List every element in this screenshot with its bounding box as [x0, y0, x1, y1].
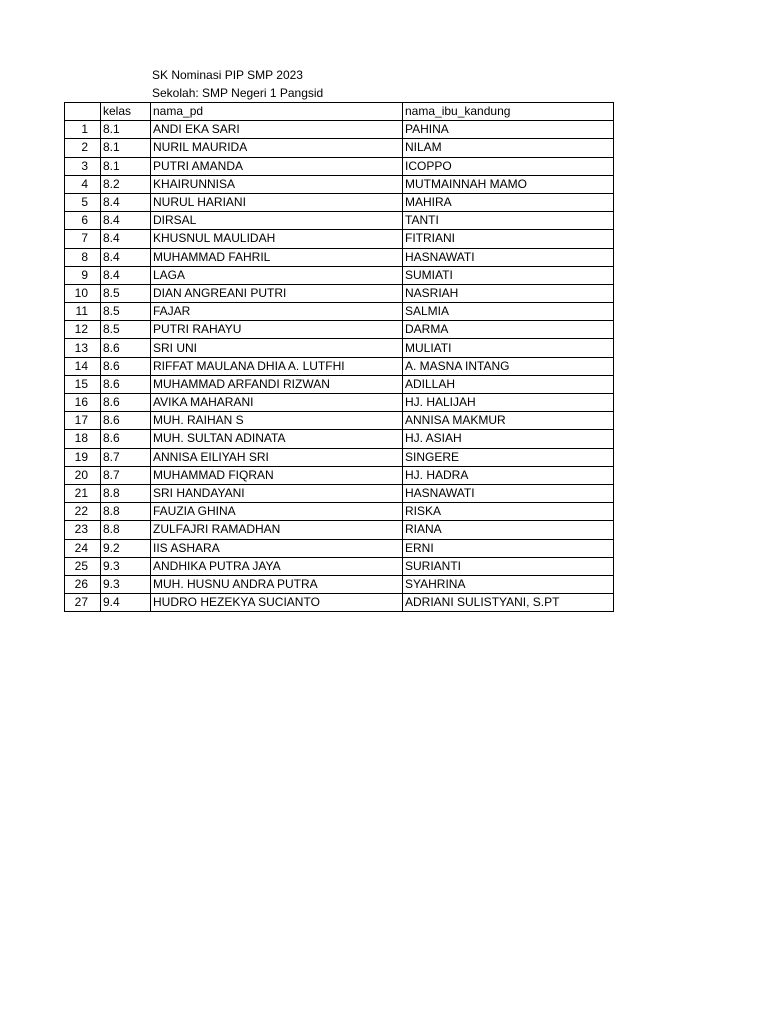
cell-kelas: 9.3 — [101, 557, 151, 575]
table-row — [65, 412, 614, 430]
cell-nama-ibu-kandung: SUMIATI — [403, 266, 614, 284]
row-number: 4 — [65, 175, 101, 193]
table-row — [65, 339, 614, 357]
row-number: 27 — [65, 594, 101, 612]
column-header-nama-pd: nama_pd — [151, 103, 403, 121]
table-row — [65, 284, 614, 302]
cell-kelas: 8.4 — [101, 230, 151, 248]
cell-kelas: 8.6 — [101, 375, 151, 393]
cell-nama-pd: KHAIRUNNISA — [151, 175, 403, 193]
table-row — [65, 394, 614, 412]
table-row — [65, 430, 614, 448]
cell-nama-ibu-kandung: NASRIAH — [403, 284, 614, 302]
cell-nama-pd: SRI UNI — [151, 339, 403, 357]
column-header-nama-ibu-kandung: nama_ibu_kandung — [403, 103, 614, 121]
cell-nama-pd: AVIKA MAHARANI — [151, 394, 403, 412]
cell-kelas: 8.4 — [101, 193, 151, 211]
cell-nama-pd: MUH. RAIHAN S — [151, 412, 403, 430]
row-number: 22 — [65, 503, 101, 521]
cell-nama-ibu-kandung: DARMA — [403, 321, 614, 339]
cell-kelas: 8.1 — [101, 139, 151, 157]
cell-nama-pd: PUTRI AMANDA — [151, 157, 403, 175]
cell-nama-pd: SRI HANDAYANI — [151, 484, 403, 502]
cell-nama-ibu-kandung: ANNISA MAKMUR — [403, 412, 614, 430]
cell-kelas: 8.5 — [101, 321, 151, 339]
table-row — [65, 557, 614, 575]
cell-nama-pd: ANDHIKA PUTRA JAYA — [151, 557, 403, 575]
cell-kelas: 9.3 — [101, 575, 151, 593]
cell-kelas: 8.5 — [101, 284, 151, 302]
cell-nama-ibu-kandung: ERNI — [403, 539, 614, 557]
row-number: 18 — [65, 430, 101, 448]
table-row — [65, 248, 614, 266]
cell-nama-pd: MUH. SULTAN ADINATA — [151, 430, 403, 448]
cell-nama-ibu-kandung: NILAM — [403, 139, 614, 157]
cell-nama-pd: MUHAMMAD FIQRAN — [151, 466, 403, 484]
cell-kelas: 8.6 — [101, 339, 151, 357]
cell-kelas: 8.2 — [101, 175, 151, 193]
cell-nama-ibu-kandung: A. MASNA INTANG — [403, 357, 614, 375]
cell-nama-ibu-kandung: SURIANTI — [403, 557, 614, 575]
row-number: 11 — [65, 303, 101, 321]
table-row — [65, 594, 614, 612]
row-number: 17 — [65, 412, 101, 430]
nominee-table — [64, 102, 614, 612]
table-row — [65, 484, 614, 502]
row-number: 15 — [65, 375, 101, 393]
table-row — [65, 375, 614, 393]
table-row — [65, 175, 614, 193]
cell-nama-pd: RIFFAT MAULANA DHIA A. LUTFHI — [151, 357, 403, 375]
cell-nama-pd: MUHAMMAD ARFANDI RIZWAN — [151, 375, 403, 393]
table-header-row — [65, 103, 614, 121]
cell-nama-pd: FAUZIA GHINA — [151, 503, 403, 521]
cell-nama-pd: ANDI EKA SARI — [151, 121, 403, 139]
table-row — [65, 466, 614, 484]
cell-kelas: 9.2 — [101, 539, 151, 557]
row-number: 21 — [65, 484, 101, 502]
cell-kelas: 8.1 — [101, 121, 151, 139]
cell-kelas: 8.1 — [101, 157, 151, 175]
cell-nama-pd: NURUL HARIANI — [151, 193, 403, 211]
table-row — [65, 448, 614, 466]
cell-nama-ibu-kandung: SINGERE — [403, 448, 614, 466]
cell-nama-ibu-kandung: MULIATI — [403, 339, 614, 357]
row-number: 8 — [65, 248, 101, 266]
table-row — [65, 121, 614, 139]
cell-kelas: 9.4 — [101, 594, 151, 612]
column-header-no — [65, 103, 101, 121]
table-body — [65, 121, 614, 612]
table-row — [65, 303, 614, 321]
table-row — [65, 521, 614, 539]
cell-nama-pd: IIS ASHARA — [151, 539, 403, 557]
cell-nama-pd: FAJAR — [151, 303, 403, 321]
cell-nama-pd: DIRSAL — [151, 212, 403, 230]
row-number: 3 — [65, 157, 101, 175]
row-number: 16 — [65, 394, 101, 412]
cell-kelas: 8.6 — [101, 430, 151, 448]
cell-kelas: 8.6 — [101, 357, 151, 375]
row-number: 9 — [65, 266, 101, 284]
document-title: SK Nominasi PIP SMP 2023 — [152, 68, 303, 82]
cell-kelas: 8.5 — [101, 303, 151, 321]
cell-kelas: 8.8 — [101, 521, 151, 539]
table-row — [65, 266, 614, 284]
table-row — [65, 157, 614, 175]
table-row — [65, 139, 614, 157]
cell-kelas: 8.6 — [101, 394, 151, 412]
cell-kelas: 8.4 — [101, 248, 151, 266]
cell-nama-pd: KHUSNUL MAULIDAH — [151, 230, 403, 248]
cell-nama-pd: MUHAMMAD FAHRIL — [151, 248, 403, 266]
cell-nama-ibu-kandung: ADRIANI SULISTYANI, S.PT — [403, 594, 614, 612]
cell-kelas: 8.8 — [101, 503, 151, 521]
cell-nama-ibu-kandung: SALMIA — [403, 303, 614, 321]
school-name: Sekolah: SMP Negeri 1 Pangsid — [152, 86, 324, 100]
cell-nama-ibu-kandung: ICOPPO — [403, 157, 614, 175]
row-number: 25 — [65, 557, 101, 575]
table-row — [65, 193, 614, 211]
row-number: 20 — [65, 466, 101, 484]
table-row — [65, 230, 614, 248]
cell-kelas: 8.8 — [101, 484, 151, 502]
table-row — [65, 575, 614, 593]
cell-nama-ibu-kandung: HJ. HADRA — [403, 466, 614, 484]
cell-nama-ibu-kandung: FITRIANI — [403, 230, 614, 248]
cell-nama-ibu-kandung: HASNAWATI — [403, 484, 614, 502]
cell-nama-ibu-kandung: RIANA — [403, 521, 614, 539]
row-number: 26 — [65, 575, 101, 593]
row-number: 5 — [65, 193, 101, 211]
cell-nama-ibu-kandung: PAHINA — [403, 121, 614, 139]
row-number: 23 — [65, 521, 101, 539]
table-row — [65, 503, 614, 521]
cell-nama-ibu-kandung: MUTMAINNAH MAMO — [403, 175, 614, 193]
cell-nama-pd: NURIL MAURIDA — [151, 139, 403, 157]
table-row — [65, 321, 614, 339]
row-number: 13 — [65, 339, 101, 357]
cell-kelas: 8.4 — [101, 266, 151, 284]
cell-kelas: 8.7 — [101, 448, 151, 466]
cell-nama-ibu-kandung: HJ. HALIJAH — [403, 394, 614, 412]
row-number: 14 — [65, 357, 101, 375]
row-number: 12 — [65, 321, 101, 339]
row-number: 10 — [65, 284, 101, 302]
row-number: 24 — [65, 539, 101, 557]
cell-kelas: 8.6 — [101, 412, 151, 430]
cell-kelas: 8.4 — [101, 212, 151, 230]
cell-nama-pd: ZULFAJRI RAMADHAN — [151, 521, 403, 539]
cell-nama-ibu-kandung: RISKA — [403, 503, 614, 521]
cell-nama-ibu-kandung: TANTI — [403, 212, 614, 230]
cell-nama-pd: LAGA — [151, 266, 403, 284]
cell-nama-pd: DIAN ANGREANI PUTRI — [151, 284, 403, 302]
table-row — [65, 539, 614, 557]
cell-nama-ibu-kandung: HJ. ASIAH — [403, 430, 614, 448]
cell-nama-ibu-kandung: SYAHRINA — [403, 575, 614, 593]
row-number: 1 — [65, 121, 101, 139]
cell-nama-ibu-kandung: ADILLAH — [403, 375, 614, 393]
column-header-kelas: kelas — [101, 103, 151, 121]
cell-nama-pd: ANNISA EILIYAH SRI — [151, 448, 403, 466]
row-number: 19 — [65, 448, 101, 466]
cell-nama-ibu-kandung: HASNAWATI — [403, 248, 614, 266]
cell-nama-pd: HUDRO HEZEKYA SUCIANTO — [151, 594, 403, 612]
row-number: 7 — [65, 230, 101, 248]
cell-nama-ibu-kandung: MAHIRA — [403, 193, 614, 211]
cell-nama-pd: MUH. HUSNU ANDRA PUTRA — [151, 575, 403, 593]
table-row — [65, 357, 614, 375]
cell-nama-pd: PUTRI RAHAYU — [151, 321, 403, 339]
row-number: 6 — [65, 212, 101, 230]
row-number: 2 — [65, 139, 101, 157]
cell-kelas: 8.7 — [101, 466, 151, 484]
table-row — [65, 212, 614, 230]
